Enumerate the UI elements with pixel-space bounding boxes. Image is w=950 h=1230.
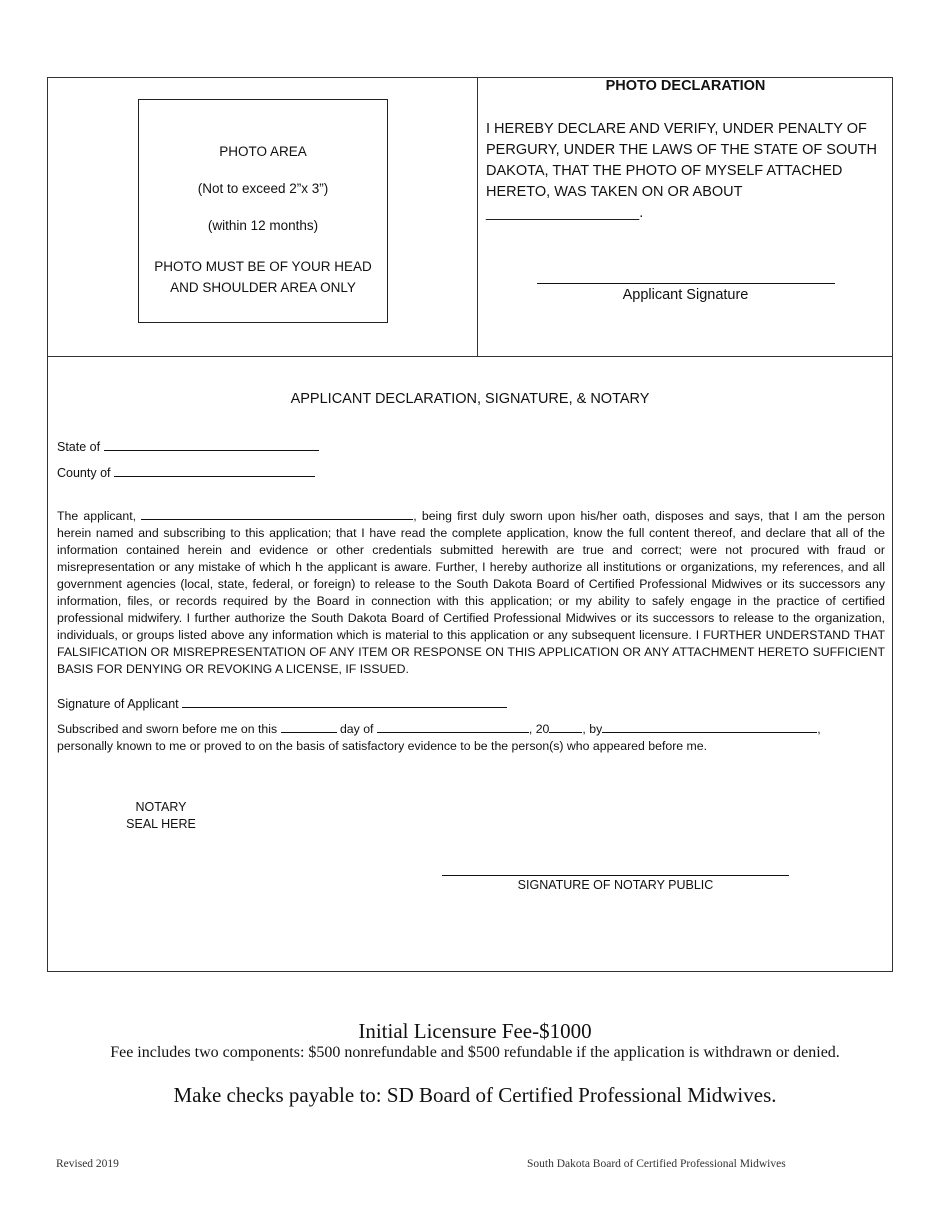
revised-date: Revised 2019 xyxy=(56,1158,119,1170)
declaration-paragraph xyxy=(57,508,885,678)
column-divider xyxy=(477,78,478,356)
fee-title: Initial Licensure Fee-$1000 xyxy=(358,1019,592,1043)
declaration-body: , being first duly sworn upon his/her oath, disposes and says, that I am the person herein named and subscribing to this application; that I have read the complete application, know the full content thereof, and declare that all of the information contained herein and evidence or other credentials submitted herewith are true and correct; were not procured with fraud or misrepresentation or any mistake of which h the applicant is aware. Further, I hereby authorize all institutions or organizations, my references, and all government agencies (local, state, federal, or foreign) to release to the South Dakota Board of Certified Professional Midwives or its successors any information, files, or records required by the Board in connection with this application; or my ability to safely engage in the practice of certified professional midwifery. I further authorize the South Dakota Board of Certified Professional Midwives or its successors to release to the organization, individuals, or groups listed above any information which is material to this application or any subsequent licensure. I FURTHER UNDERSTAND THAT FALSIFICATION OR MISREPRESENTATION OF ANY ITEM OR RESPONSE ON THIS APPLICATION OR ANY ATTACHMENT HERETO SUFFICIENT BASIS FOR DENYING OR REVOKING A LICENSE, IF ISSUED. xyxy=(57,509,885,676)
footer-org: South Dakota Board of Certified Professional Midwives xyxy=(527,1158,786,1170)
county-field xyxy=(57,465,315,480)
sworn-statement xyxy=(57,721,887,755)
applicant-signature-field xyxy=(57,696,507,711)
application-form-frame xyxy=(47,77,893,972)
sworn-year-input[interactable] xyxy=(549,721,582,733)
state-input[interactable] xyxy=(104,439,319,451)
photo-requirement: PHOTO MUST BE OF YOUR HEAD AND SHOULDER AREA ONLY xyxy=(154,259,372,295)
notary-signature-label: SIGNATURE OF NOTARY PUBLIC xyxy=(517,878,714,892)
photo-age-note: (within 12 months) xyxy=(207,218,319,233)
sworn-by-input[interactable] xyxy=(602,721,817,733)
applicant-signature-line[interactable] xyxy=(537,283,835,284)
applicant-signature-input[interactable] xyxy=(182,696,507,708)
photo-declaration-title: PHOTO DECLARATION xyxy=(605,78,766,94)
photo-declaration-body: I HEREBY DECLARE AND VERIFY, UNDER PENALTY OF PERGURY, UNDER THE LAWS OF THE STATE OF SOUTH DAKOTA, THAT THE PHOTO OF MYSELF ATTACHED HERETO, WAS TAKEN ON OR ABOUT xyxy=(486,121,878,200)
sworn-part2: day of xyxy=(339,722,374,736)
sworn-part4: , by xyxy=(582,722,603,736)
photo-date-field[interactable]: ___________________. xyxy=(486,205,644,221)
county-input[interactable] xyxy=(114,465,315,477)
state-field xyxy=(57,439,319,454)
sworn-part1: Subscribed and sworn before me on this xyxy=(57,722,278,736)
sworn-part5: , xyxy=(817,722,821,736)
photo-area-box xyxy=(138,99,388,323)
section-title: APPLICANT DECLARATION, SIGNATURE, & NOTARY xyxy=(290,391,650,407)
applicant-signature-label: Applicant Signature xyxy=(622,287,749,303)
section-divider xyxy=(48,356,892,357)
sworn-line2: personally known to me or proved to on the basis of satisfactory evidence to be the person(s) who appeared before me. xyxy=(57,739,708,753)
sworn-day-input[interactable] xyxy=(281,721,337,733)
photo-area-title: PHOTO AREA xyxy=(219,144,307,159)
declaration-start: The applicant, xyxy=(57,509,137,523)
checks-payable: Make checks payable to: SD Board of Certified Professional Midwives. xyxy=(173,1083,777,1107)
sworn-part3: , 20 xyxy=(528,722,550,736)
photo-declaration-text xyxy=(486,119,886,224)
notary-signature-line[interactable] xyxy=(442,875,789,876)
county-label: County of xyxy=(57,466,111,480)
sworn-month-input[interactable] xyxy=(377,721,529,733)
photo-size-note: (Not to exceed 2”x 3”) xyxy=(197,181,329,196)
applicant-name-input[interactable] xyxy=(141,508,413,520)
state-label: State of xyxy=(57,440,101,454)
notary-seal-area: NOTARY SEAL HERE xyxy=(126,800,196,831)
applicant-signature-field-label: Signature of Applicant xyxy=(57,697,179,711)
fee-note: Fee includes two components: $500 nonrefundable and $500 refundable if the application is withdrawn or denied. xyxy=(110,1044,840,1061)
